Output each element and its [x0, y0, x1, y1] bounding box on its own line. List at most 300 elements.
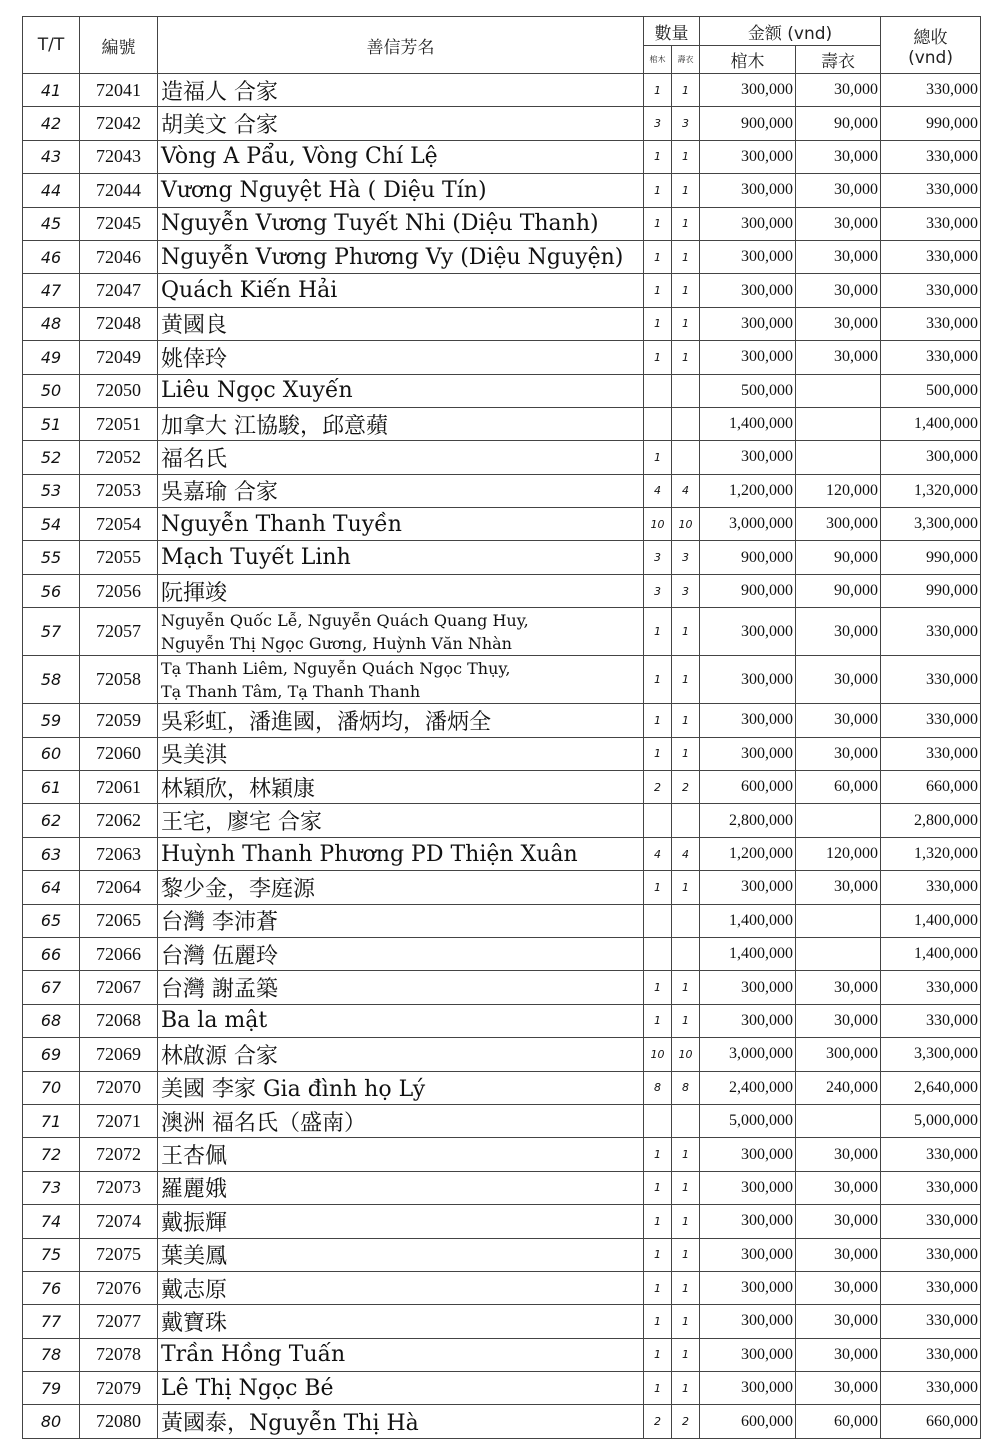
- table-row: [23, 140, 981, 173]
- row-total: 330,000: [881, 341, 981, 374]
- row-total: 330,000: [881, 704, 981, 737]
- header-name: 善信芳名: [158, 17, 644, 74]
- row-number: 64: [23, 871, 80, 904]
- row-amount-coffin: 2,400,000: [700, 1071, 796, 1104]
- row-qty-coffin: 4: [644, 474, 672, 507]
- row-amount-clothes: 90,000: [796, 541, 881, 574]
- row-amount-coffin: 900,000: [700, 107, 796, 140]
- row-number: 53: [23, 474, 80, 507]
- row-qty-coffin: 1: [644, 140, 672, 173]
- row-number: 80: [23, 1405, 80, 1438]
- row-qty-coffin: 10: [644, 1038, 672, 1071]
- row-qty-coffin: 1: [644, 1338, 672, 1371]
- header-tt: T/T: [23, 17, 80, 74]
- row-qty-coffin: 1: [644, 74, 672, 107]
- header-qty-coffin: 棺木: [644, 46, 672, 74]
- row-number: 71: [23, 1104, 80, 1137]
- row-qty-clothes: 1: [672, 971, 700, 1004]
- row-name: Ba la mật: [158, 1004, 644, 1037]
- row-total: 330,000: [881, 307, 981, 340]
- row-amount-clothes: 60,000: [796, 1405, 881, 1438]
- row-number: 49: [23, 341, 80, 374]
- row-total: 330,000: [881, 971, 981, 1004]
- table-row: [23, 837, 981, 870]
- row-amount-clothes: 300,000: [796, 508, 881, 541]
- row-number: 42: [23, 107, 80, 140]
- row-amount-coffin: 300,000: [700, 1171, 796, 1204]
- row-qty-coffin: 1: [644, 737, 672, 770]
- row-qty-clothes: [672, 441, 700, 474]
- row-qty-clothes: 1: [672, 871, 700, 904]
- row-code: 72070: [80, 1071, 158, 1104]
- row-name-line-2: Nguyễn Thị Ngọc Gương, Huỳnh Văn Nhàn: [161, 633, 512, 653]
- table-row: [23, 407, 981, 440]
- row-number: 50: [23, 374, 80, 407]
- table-row: [23, 1405, 981, 1438]
- row-qty-clothes: 1: [672, 341, 700, 374]
- table-row: [23, 1138, 981, 1171]
- row-amount-coffin: 300,000: [700, 174, 796, 207]
- row-amount-coffin: 300,000: [700, 1271, 796, 1304]
- row-code: 72079: [80, 1372, 158, 1405]
- header-amount-coffin: 棺木: [700, 46, 796, 74]
- row-qty-clothes: 1: [672, 656, 700, 704]
- row-name: Lê Thị Ngọc Bé: [158, 1372, 644, 1405]
- row-amount-clothes: 30,000: [796, 341, 881, 374]
- row-number: 51: [23, 407, 80, 440]
- row-total: 1,400,000: [881, 407, 981, 440]
- table-row: [23, 904, 981, 937]
- row-number: 56: [23, 574, 80, 607]
- row-amount-clothes: 30,000: [796, 74, 881, 107]
- row-code: 72046: [80, 240, 158, 273]
- row-qty-coffin: 1: [644, 1205, 672, 1238]
- row-total: 330,000: [881, 207, 981, 240]
- row-amount-clothes: [796, 407, 881, 440]
- header-total-unit: (vnd): [908, 47, 953, 68]
- row-number: 60: [23, 737, 80, 770]
- row-name: 羅麗娥: [158, 1171, 644, 1204]
- row-name: 吳彩虹，潘進國，潘炳均，潘炳全: [158, 704, 644, 737]
- row-number: 72: [23, 1138, 80, 1171]
- row-qty-clothes: 1: [672, 1372, 700, 1405]
- row-amount-clothes: 30,000: [796, 140, 881, 173]
- row-code: 72059: [80, 704, 158, 737]
- row-qty-coffin: 8: [644, 1071, 672, 1104]
- row-amount-coffin: 1,400,000: [700, 937, 796, 970]
- row-amount-clothes: 30,000: [796, 871, 881, 904]
- row-qty-coffin: 1: [644, 971, 672, 1004]
- row-name: Quách Kiến Hải: [158, 274, 644, 307]
- row-total: 330,000: [881, 74, 981, 107]
- row-code: 72051: [80, 407, 158, 440]
- row-code: 72062: [80, 804, 158, 837]
- row-amount-coffin: 1,200,000: [700, 837, 796, 870]
- row-number: 52: [23, 441, 80, 474]
- row-total: 330,000: [881, 1338, 981, 1371]
- row-name: 戴振輝: [158, 1205, 644, 1238]
- table-row: [23, 1205, 981, 1238]
- row-qty-coffin: 2: [644, 771, 672, 804]
- row-qty-clothes: 1: [672, 737, 700, 770]
- row-amount-clothes: 90,000: [796, 574, 881, 607]
- row-name: [158, 656, 644, 704]
- row-qty-coffin: 1: [644, 307, 672, 340]
- table-row: [23, 1071, 981, 1104]
- row-amount-clothes: 30,000: [796, 240, 881, 273]
- row-amount-clothes: 30,000: [796, 1004, 881, 1037]
- header-code: 編號: [80, 17, 158, 74]
- row-amount-clothes: 30,000: [796, 1271, 881, 1304]
- row-qty-clothes: 1: [672, 307, 700, 340]
- row-name-line-2: Tạ Thanh Tâm, Tạ Thanh Thanh: [161, 681, 421, 701]
- row-total: 330,000: [881, 1238, 981, 1271]
- row-total: 1,400,000: [881, 937, 981, 970]
- row-qty-clothes: 1: [672, 1271, 700, 1304]
- row-number: 73: [23, 1171, 80, 1204]
- row-number: 65: [23, 904, 80, 937]
- table-row: [23, 1104, 981, 1137]
- row-qty-coffin: 1: [644, 704, 672, 737]
- row-name: 福名氏: [158, 441, 644, 474]
- row-total: 330,000: [881, 174, 981, 207]
- row-name: 王宅，廖宅 合家: [158, 804, 644, 837]
- row-amount-coffin: 900,000: [700, 574, 796, 607]
- row-code: 72074: [80, 1205, 158, 1238]
- row-amount-clothes: 30,000: [796, 704, 881, 737]
- row-code: 72067: [80, 971, 158, 1004]
- row-amount-clothes: 30,000: [796, 1338, 881, 1371]
- row-amount-coffin: 300,000: [700, 207, 796, 240]
- row-qty-coffin: 1: [644, 656, 672, 704]
- row-amount-coffin: 600,000: [700, 771, 796, 804]
- header-amount-clothes: 壽衣: [796, 46, 881, 74]
- row-amount-clothes: 30,000: [796, 737, 881, 770]
- row-name: Nguyễn Vương Tuyết Nhi (Diệu Thanh): [158, 207, 644, 240]
- row-number: 74: [23, 1205, 80, 1238]
- row-name: 戴寶珠: [158, 1305, 644, 1338]
- row-qty-coffin: 1: [644, 608, 672, 656]
- row-code: 72048: [80, 307, 158, 340]
- row-total: 330,000: [881, 1004, 981, 1037]
- table-row: [23, 274, 981, 307]
- row-qty-coffin: 1: [644, 174, 672, 207]
- row-name: 黃國泰，Nguyễn Thị Hà: [158, 1405, 644, 1438]
- row-qty-coffin: 1: [644, 240, 672, 273]
- table-row: [23, 74, 981, 107]
- table-row: [23, 1338, 981, 1371]
- row-name: 台灣 李沛蒼: [158, 904, 644, 937]
- row-number: 57: [23, 608, 80, 656]
- row-number: 78: [23, 1338, 80, 1371]
- row-number: 46: [23, 240, 80, 273]
- row-name: Liêu Ngọc Xuyến: [158, 374, 644, 407]
- row-total: 2,800,000: [881, 804, 981, 837]
- row-number: 75: [23, 1238, 80, 1271]
- row-number: 48: [23, 307, 80, 340]
- header-amount: 金额 (vnd): [700, 17, 881, 46]
- row-amount-coffin: 1,200,000: [700, 474, 796, 507]
- row-qty-clothes: 1: [672, 174, 700, 207]
- row-amount-coffin: 1,400,000: [700, 904, 796, 937]
- row-amount-coffin: 300,000: [700, 74, 796, 107]
- table-row: [23, 1372, 981, 1405]
- row-total: 330,000: [881, 737, 981, 770]
- row-number: 43: [23, 140, 80, 173]
- row-total: 2,640,000: [881, 1071, 981, 1104]
- row-total: 330,000: [881, 656, 981, 704]
- row-code: 72072: [80, 1138, 158, 1171]
- row-qty-coffin: [644, 374, 672, 407]
- row-amount-coffin: 300,000: [700, 1205, 796, 1238]
- row-qty-clothes: 4: [672, 474, 700, 507]
- row-amount-clothes: 30,000: [796, 1171, 881, 1204]
- row-code: 72069: [80, 1038, 158, 1071]
- row-code: 72057: [80, 608, 158, 656]
- table-row: [23, 441, 981, 474]
- row-qty-clothes: 4: [672, 837, 700, 870]
- row-name-line-1: Tạ Thanh Liêm, Nguyễn Quách Ngọc Thụy,: [161, 658, 511, 678]
- row-number: 54: [23, 508, 80, 541]
- row-code: 72073: [80, 1171, 158, 1204]
- row-amount-clothes: 90,000: [796, 107, 881, 140]
- row-total: 330,000: [881, 608, 981, 656]
- row-number: 45: [23, 207, 80, 240]
- row-qty-clothes: 1: [672, 240, 700, 273]
- row-amount-clothes: [796, 441, 881, 474]
- row-name: 黄國良: [158, 307, 644, 340]
- row-name: 台灣 伍麗玲: [158, 937, 644, 970]
- row-qty-coffin: [644, 407, 672, 440]
- row-total: 500,000: [881, 374, 981, 407]
- row-total: 330,000: [881, 1171, 981, 1204]
- table-row: [23, 937, 981, 970]
- row-qty-coffin: 10: [644, 508, 672, 541]
- row-code: 72076: [80, 1271, 158, 1304]
- row-name: Mạch Tuyết Linh: [158, 541, 644, 574]
- row-qty-coffin: 1: [644, 1372, 672, 1405]
- row-qty-clothes: [672, 407, 700, 440]
- row-amount-coffin: 5,000,000: [700, 1104, 796, 1137]
- row-qty-coffin: 3: [644, 541, 672, 574]
- row-total: 330,000: [881, 274, 981, 307]
- row-total: 330,000: [881, 240, 981, 273]
- row-total: 330,000: [881, 871, 981, 904]
- row-code: 72045: [80, 207, 158, 240]
- table-row: [23, 240, 981, 273]
- row-qty-coffin: 3: [644, 107, 672, 140]
- donor-ledger-table: [22, 16, 981, 1439]
- row-total: 660,000: [881, 1405, 981, 1438]
- row-code: 72077: [80, 1305, 158, 1338]
- row-name: 王杏佩: [158, 1138, 644, 1171]
- row-amount-clothes: 30,000: [796, 1238, 881, 1271]
- row-total: 330,000: [881, 1305, 981, 1338]
- table-row: [23, 541, 981, 574]
- row-amount-clothes: 120,000: [796, 837, 881, 870]
- row-qty-clothes: [672, 374, 700, 407]
- row-qty-clothes: [672, 1104, 700, 1137]
- table-row: [23, 107, 981, 140]
- row-code: 72068: [80, 1004, 158, 1037]
- row-name: Nguyễn Thanh Tuyền: [158, 508, 644, 541]
- row-number: 58: [23, 656, 80, 704]
- row-code: 72066: [80, 937, 158, 970]
- row-amount-coffin: 300,000: [700, 1004, 796, 1037]
- row-number: 41: [23, 74, 80, 107]
- row-total: 5,000,000: [881, 1104, 981, 1137]
- row-amount-clothes: 30,000: [796, 307, 881, 340]
- row-number: 59: [23, 704, 80, 737]
- row-qty-coffin: 1: [644, 207, 672, 240]
- row-qty-coffin: 1: [644, 871, 672, 904]
- row-code: 72042: [80, 107, 158, 140]
- row-amount-coffin: 300,000: [700, 1238, 796, 1271]
- table-row: [23, 341, 981, 374]
- row-number: 67: [23, 971, 80, 1004]
- row-total: 1,320,000: [881, 474, 981, 507]
- header-total: [881, 17, 981, 74]
- row-code: 72075: [80, 1238, 158, 1271]
- row-code: 72052: [80, 441, 158, 474]
- row-amount-coffin: 2,800,000: [700, 804, 796, 837]
- row-number: 61: [23, 771, 80, 804]
- row-qty-coffin: 1: [644, 274, 672, 307]
- row-number: 68: [23, 1004, 80, 1037]
- row-amount-coffin: 600,000: [700, 1405, 796, 1438]
- table-row: [23, 1305, 981, 1338]
- row-amount-coffin: 300,000: [700, 240, 796, 273]
- row-amount-clothes: 30,000: [796, 1205, 881, 1238]
- row-name: Vương Nguyệt Hà ( Diệu Tín): [158, 174, 644, 207]
- table-row: [23, 971, 981, 1004]
- table-row: [23, 207, 981, 240]
- row-name: 戴志原: [158, 1271, 644, 1304]
- row-total: 990,000: [881, 541, 981, 574]
- row-name: Trần Hồng Tuấn: [158, 1338, 644, 1371]
- row-amount-coffin: 300,000: [700, 1372, 796, 1405]
- row-qty-clothes: 1: [672, 140, 700, 173]
- row-code: 72078: [80, 1338, 158, 1371]
- row-code: 72065: [80, 904, 158, 937]
- row-qty-clothes: [672, 804, 700, 837]
- row-code: 72060: [80, 737, 158, 770]
- row-amount-clothes: [796, 374, 881, 407]
- row-qty-coffin: 2: [644, 1405, 672, 1438]
- row-qty-clothes: 1: [672, 704, 700, 737]
- row-total: 990,000: [881, 107, 981, 140]
- row-name-line-1: Nguyễn Quốc Lễ, Nguyễn Quách Quang Huy,: [161, 610, 529, 630]
- row-amount-clothes: 30,000: [796, 1138, 881, 1171]
- row-amount-coffin: 3,000,000: [700, 508, 796, 541]
- row-total: 330,000: [881, 1372, 981, 1405]
- row-qty-coffin: [644, 804, 672, 837]
- row-amount-clothes: [796, 804, 881, 837]
- row-amount-coffin: 300,000: [700, 1338, 796, 1371]
- row-amount-coffin: 300,000: [700, 971, 796, 1004]
- row-qty-clothes: 10: [672, 508, 700, 541]
- row-total: 330,000: [881, 1138, 981, 1171]
- row-qty-clothes: 1: [672, 1305, 700, 1338]
- row-name: Vòng A Pẩu, Vòng Chí Lệ: [158, 140, 644, 173]
- table-row: [23, 474, 981, 507]
- row-name: 澳洲 福名氏（盛南）: [158, 1104, 644, 1137]
- table-body: [23, 74, 981, 1439]
- row-qty-coffin: [644, 937, 672, 970]
- row-qty-coffin: 1: [644, 1305, 672, 1338]
- row-name: Nguyễn Vương Phương Vy (Diệu Nguyện): [158, 240, 644, 273]
- row-qty-clothes: 2: [672, 771, 700, 804]
- row-amount-clothes: [796, 1104, 881, 1137]
- row-name: 林啟源 合家: [158, 1038, 644, 1071]
- row-code: 72044: [80, 174, 158, 207]
- row-code: 72061: [80, 771, 158, 804]
- row-number: 76: [23, 1271, 80, 1304]
- row-code: 72064: [80, 871, 158, 904]
- row-qty-clothes: 1: [672, 1338, 700, 1371]
- row-amount-clothes: 120,000: [796, 474, 881, 507]
- row-amount-coffin: 3,000,000: [700, 1038, 796, 1071]
- row-amount-coffin: 300,000: [700, 704, 796, 737]
- row-total: 3,300,000: [881, 508, 981, 541]
- row-amount-clothes: [796, 937, 881, 970]
- row-name: 吳嘉瑜 合家: [158, 474, 644, 507]
- row-qty-clothes: [672, 904, 700, 937]
- table-row: [23, 174, 981, 207]
- row-qty-coffin: 4: [644, 837, 672, 870]
- row-qty-coffin: 1: [644, 1138, 672, 1171]
- row-qty-coffin: 1: [644, 1271, 672, 1304]
- table-header: [23, 17, 981, 74]
- row-amount-clothes: 30,000: [796, 656, 881, 704]
- row-total: 990,000: [881, 574, 981, 607]
- row-name: 台灣 謝孟築: [158, 971, 644, 1004]
- row-name: 葉美鳳: [158, 1238, 644, 1271]
- row-number: 47: [23, 274, 80, 307]
- row-qty-clothes: 10: [672, 1038, 700, 1071]
- row-number: 44: [23, 174, 80, 207]
- row-amount-coffin: 300,000: [700, 871, 796, 904]
- row-code: 72049: [80, 341, 158, 374]
- table-row: [23, 508, 981, 541]
- table-row: [23, 1004, 981, 1037]
- table-row: [23, 574, 981, 607]
- row-code: 72043: [80, 140, 158, 173]
- row-total: 1,400,000: [881, 904, 981, 937]
- row-qty-clothes: 1: [672, 1138, 700, 1171]
- row-amount-coffin: 500,000: [700, 374, 796, 407]
- row-qty-clothes: 1: [672, 1205, 700, 1238]
- row-amount-coffin: 300,000: [700, 341, 796, 374]
- row-code: 72047: [80, 274, 158, 307]
- row-qty-clothes: 1: [672, 1238, 700, 1271]
- row-qty-coffin: [644, 1104, 672, 1137]
- table-row: [23, 871, 981, 904]
- row-code: 72053: [80, 474, 158, 507]
- table-row: [23, 307, 981, 340]
- row-total: 330,000: [881, 1271, 981, 1304]
- row-code: 72055: [80, 541, 158, 574]
- row-amount-clothes: 30,000: [796, 207, 881, 240]
- header-qty-clothes: 壽衣: [672, 46, 700, 74]
- row-qty-clothes: 1: [672, 1004, 700, 1037]
- row-number: 63: [23, 837, 80, 870]
- row-amount-clothes: 60,000: [796, 771, 881, 804]
- row-qty-clothes: 3: [672, 541, 700, 574]
- row-qty-coffin: 1: [644, 1238, 672, 1271]
- table-row: [23, 771, 981, 804]
- row-code: 72063: [80, 837, 158, 870]
